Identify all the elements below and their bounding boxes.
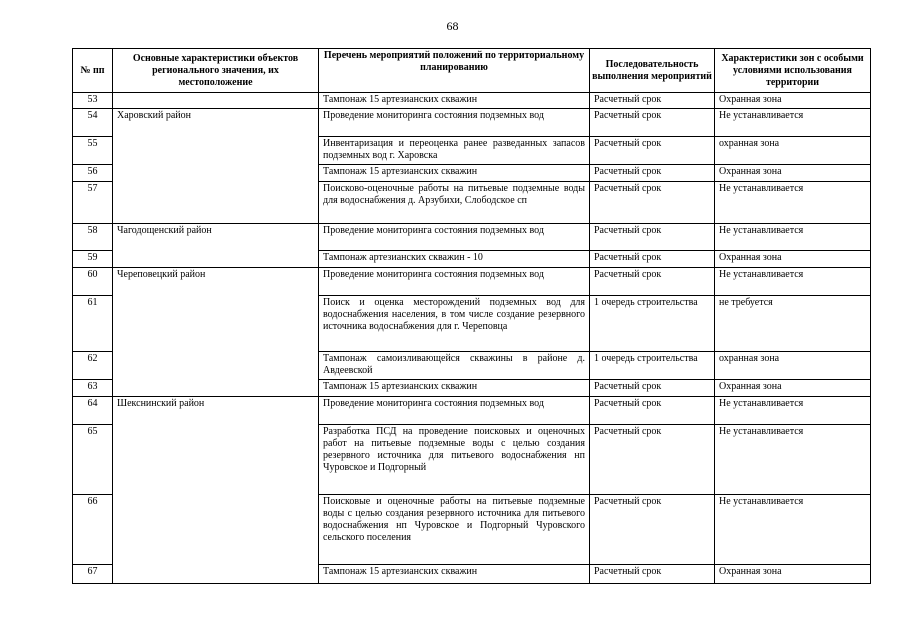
- task-cell: Поисковые и оценочные работы на питьевые подземные воды с целью создания резервного источника для питьевого водоснабжения нп Чуровское и Подгорный Чуровского сельского поселения: [319, 495, 590, 565]
- zone-cell: Охранная зона: [715, 93, 871, 109]
- order-cell: 1 очередь строительства: [590, 352, 715, 380]
- order-cell: Расчетный срок: [590, 182, 715, 224]
- zone-cell: не требуется: [715, 296, 871, 352]
- task-cell: Тампонаж 15 артезианских скважин: [319, 165, 590, 182]
- zone-cell: Охранная зона: [715, 251, 871, 268]
- zone-cell: охранная зона: [715, 137, 871, 165]
- task-cell: Разработка ПСД на проведение поисковых и оценочных работ на питьевые подземные воды с целью создания резервного источника для питьевого водоснабжения нп Чуровское и Подгорный: [319, 425, 590, 495]
- zone-cell: Не устанавливается: [715, 268, 871, 296]
- order-cell: 1 очередь строительства: [590, 296, 715, 352]
- table-row: [73, 397, 871, 425]
- order-cell: Расчетный срок: [590, 165, 715, 182]
- row-number: 63: [73, 380, 113, 397]
- order-cell: Расчетный срок: [590, 425, 715, 495]
- zone-cell: Не устанавливается: [715, 109, 871, 137]
- task-cell: Проведение мониторинга состояния подземных вод: [319, 268, 590, 296]
- row-number: 62: [73, 352, 113, 380]
- order-cell: Расчетный срок: [590, 268, 715, 296]
- order-cell: Расчетный срок: [590, 380, 715, 397]
- zone-cell: Не устанавливается: [715, 182, 871, 224]
- zone-cell: охранная зона: [715, 352, 871, 380]
- zone-cell: Охранная зона: [715, 565, 871, 584]
- territorial-planning-table: [72, 48, 871, 584]
- task-cell: Тампонаж 15 артезианских скважин: [319, 380, 590, 397]
- task-cell: Проведение мониторинга состояния подземных вод: [319, 224, 590, 251]
- table-row: [73, 109, 871, 137]
- table-row: [73, 268, 871, 296]
- row-number: 58: [73, 224, 113, 251]
- task-cell: Проведение мониторинга состояния подземных вод: [319, 109, 590, 137]
- zone-cell: Не устанавливается: [715, 425, 871, 495]
- table-header-row: [73, 49, 871, 93]
- zone-cell: Не устанавливается: [715, 495, 871, 565]
- task-cell: Поисково-оценочные работы на питьевые подземные воды для водоснабжения д. Арзубихи, Слободское сп: [319, 182, 590, 224]
- order-cell: Расчетный срок: [590, 397, 715, 425]
- row-number: 56: [73, 165, 113, 182]
- header-objects: Основные характеристики объектов регионального значения, их местоположение: [113, 49, 319, 93]
- row-number: 64: [73, 397, 113, 425]
- task-cell: Тампонаж 15 артезианских скважин: [319, 565, 590, 584]
- row-number: 65: [73, 425, 113, 495]
- order-cell: Расчетный срок: [590, 224, 715, 251]
- row-number: 53: [73, 93, 113, 109]
- zone-cell: Охранная зона: [715, 380, 871, 397]
- row-number: 55: [73, 137, 113, 165]
- task-cell: Тампонаж самоизливающейся скважины в районе д. Авдеевской: [319, 352, 590, 380]
- order-cell: Расчетный срок: [590, 93, 715, 109]
- task-cell: Проведение мониторинга состояния подземных вод: [319, 397, 590, 425]
- header-zones: Характеристики зон с особыми условиями использования территории: [715, 49, 871, 93]
- zone-cell: Охранная зона: [715, 165, 871, 182]
- region-cell: Харовский район: [113, 109, 319, 224]
- row-number: 57: [73, 182, 113, 224]
- row-number: 67: [73, 565, 113, 584]
- task-cell: Инвентаризация и переоценка ранее разведанных запасов подземных вод г. Харовска: [319, 137, 590, 165]
- table-row: [73, 224, 871, 251]
- task-cell: Тампонаж артезианских скважин - 10: [319, 251, 590, 268]
- row-number: 54: [73, 109, 113, 137]
- row-number: 66: [73, 495, 113, 565]
- region-cell: Череповецкий район: [113, 268, 319, 397]
- row-number: 60: [73, 268, 113, 296]
- page-number: 68: [446, 19, 459, 33]
- header-measures: Перечень мероприятий положений по территориальному планированию: [319, 49, 590, 93]
- task-cell: Тампонаж 15 артезианских скважин: [319, 93, 590, 109]
- order-cell: Расчетный срок: [590, 565, 715, 584]
- row-number: 59: [73, 251, 113, 268]
- region-cell-empty: [113, 93, 319, 109]
- order-cell: Расчетный срок: [590, 109, 715, 137]
- region-cell: Шекснинский район: [113, 397, 319, 584]
- row-number: 61: [73, 296, 113, 352]
- zone-cell: Не устанавливается: [715, 224, 871, 251]
- header-num: № пп: [73, 49, 113, 93]
- order-cell: Расчетный срок: [590, 495, 715, 565]
- order-cell: Расчетный срок: [590, 251, 715, 268]
- region-cell: Чагодощенский район: [113, 224, 319, 268]
- header-sequence: Последовательность выполнения мероприятий: [590, 49, 715, 93]
- zone-cell: Не устанавливается: [715, 397, 871, 425]
- order-cell: Расчетный срок: [590, 137, 715, 165]
- table-row: [73, 93, 871, 109]
- task-cell: Поиск и оценка месторождений подземных вод для водоснабжения населения, в том числе создание резервного источника водоснабжения для г. Череповца: [319, 296, 590, 352]
